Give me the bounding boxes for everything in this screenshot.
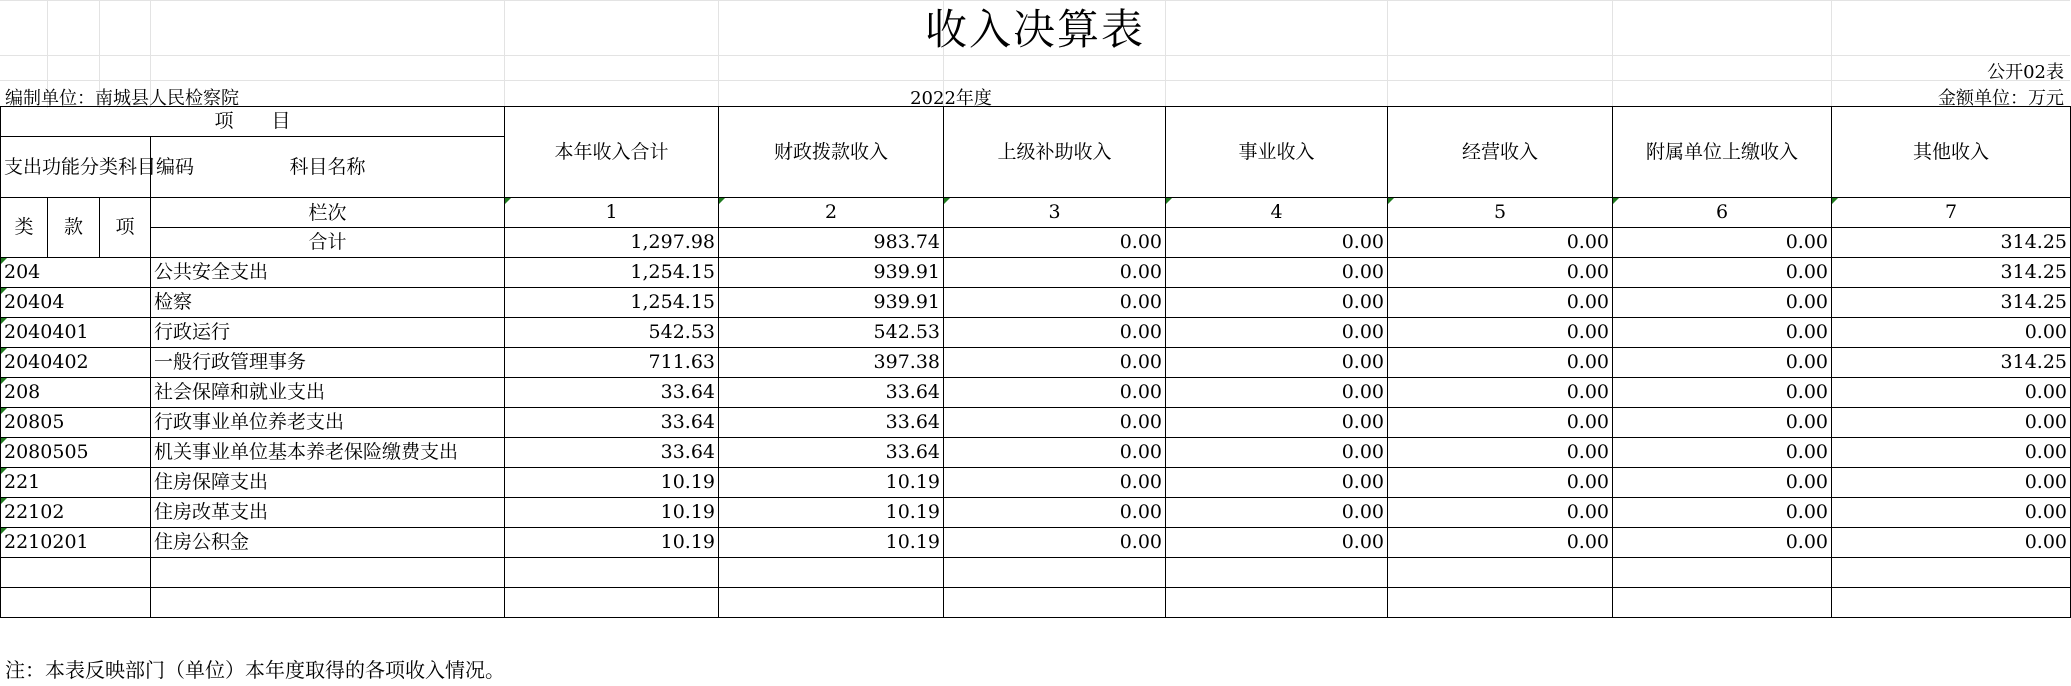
row-value-2: 939.91 (719, 288, 944, 318)
blank-cell (1832, 558, 2071, 588)
blank-cell (719, 558, 944, 588)
row-value-2: 10.19 (719, 468, 944, 498)
row-code: 20805 (1, 408, 151, 438)
row-value-7: 0.00 (1832, 498, 2071, 528)
total-value-1: 1,297.98 (505, 228, 719, 258)
table-row (1, 288, 2071, 318)
row-value-2: 542.53 (719, 318, 944, 348)
row-name: 住房公积金 (151, 528, 505, 558)
row-value-5: 0.00 (1388, 348, 1613, 378)
row-value-2: 10.19 (719, 528, 944, 558)
row-value-1: 1,254.15 (505, 258, 719, 288)
row-value-6: 0.00 (1613, 318, 1832, 348)
blank-cell (1166, 558, 1388, 588)
row-value-7: 314.25 (1832, 348, 2071, 378)
header-code-label: 支出功能分类科目编码 (1, 137, 151, 198)
header-col-2: 财政拨款收入 (719, 107, 944, 198)
col-number-3: 3 (944, 198, 1166, 228)
row-code: 204 (1, 258, 151, 288)
row-value-3: 0.00 (944, 438, 1166, 468)
col-number-7: 7 (1832, 198, 2071, 228)
table-row (1, 378, 2071, 408)
total-value-7: 314.25 (1832, 228, 2071, 258)
row-value-4: 0.00 (1166, 528, 1388, 558)
row-value-7: 0.00 (1832, 468, 2071, 498)
blank-cell (505, 558, 719, 588)
header-row-1 (1, 107, 2071, 137)
row-value-1: 33.64 (505, 378, 719, 408)
row-value-6: 0.00 (1613, 258, 1832, 288)
header-col-1: 本年收入合计 (505, 107, 719, 198)
row-value-4: 0.00 (1166, 258, 1388, 288)
row-name: 住房保障支出 (151, 468, 505, 498)
header-kuan: 款 (48, 198, 100, 258)
row-value-6: 0.00 (1613, 348, 1832, 378)
table-row (1, 528, 2071, 558)
row-value-7: 0.00 (1832, 438, 2071, 468)
row-code: 2080505 (1, 438, 151, 468)
compiling-unit: 编制单位：南城县人民检察院 (5, 88, 239, 109)
row-value-4: 0.00 (1166, 378, 1388, 408)
row-name: 一般行政管理事务 (151, 348, 505, 378)
blank-row (1, 588, 2071, 618)
row-name: 住房改革支出 (151, 498, 505, 528)
col-number-6: 6 (1613, 198, 1832, 228)
row-value-7: 0.00 (1832, 528, 2071, 558)
total-row (1, 228, 2071, 258)
row-value-4: 0.00 (1166, 468, 1388, 498)
row-value-2: 33.64 (719, 408, 944, 438)
total-label: 合计 (151, 228, 505, 258)
blank-cell (1, 558, 151, 588)
blank-cell (1388, 558, 1613, 588)
total-value-6: 0.00 (1613, 228, 1832, 258)
row-value-7: 314.25 (1832, 258, 2071, 288)
row-value-6: 0.00 (1613, 438, 1832, 468)
row-value-6: 0.00 (1613, 288, 1832, 318)
blank-cell (944, 558, 1166, 588)
blank-cell (1166, 588, 1388, 618)
blank-cell (1832, 588, 2071, 618)
row-value-1: 1,254.15 (505, 288, 719, 318)
total-value-4: 0.00 (1166, 228, 1388, 258)
row-value-2: 397.38 (719, 348, 944, 378)
header-lei: 类 (1, 198, 48, 258)
blank-cell (1, 588, 151, 618)
row-value-1: 33.64 (505, 408, 719, 438)
row-value-7: 0.00 (1832, 408, 2071, 438)
report-year: 2022年度 (910, 88, 992, 109)
row-value-3: 0.00 (944, 378, 1166, 408)
table-row (1, 408, 2071, 438)
row-code: 2210201 (1, 528, 151, 558)
blank-cell (1613, 588, 1832, 618)
row-name: 检察 (151, 288, 505, 318)
blank-cell (1388, 588, 1613, 618)
header-col-7: 其他收入 (1832, 107, 2071, 198)
row-value-7: 0.00 (1832, 378, 2071, 408)
row-value-7: 0.00 (1832, 318, 2071, 348)
row-value-5: 0.00 (1388, 318, 1613, 348)
row-code: 20404 (1, 288, 151, 318)
form-number: 公开02表 (1987, 62, 2064, 83)
row-name: 行政运行 (151, 318, 505, 348)
row-value-3: 0.00 (944, 348, 1166, 378)
row-value-7: 314.25 (1832, 288, 2071, 318)
table-note: 注：本表反映部门（单位）本年度取得的各项收入情况。 (5, 658, 505, 682)
row-value-1: 10.19 (505, 498, 719, 528)
row-value-6: 0.00 (1613, 408, 1832, 438)
header-name-label: 科目名称 (151, 137, 505, 198)
table-row (1, 258, 2071, 288)
header-xiangmu: 项 目 (1, 107, 505, 137)
row-value-2: 33.64 (719, 438, 944, 468)
row-value-3: 0.00 (944, 408, 1166, 438)
row-value-6: 0.00 (1613, 468, 1832, 498)
row-value-4: 0.00 (1166, 288, 1388, 318)
blank-cell (505, 588, 719, 618)
table-row (1, 438, 2071, 468)
row-value-3: 0.00 (944, 288, 1166, 318)
row-value-3: 0.00 (944, 498, 1166, 528)
total-value-3: 0.00 (944, 228, 1166, 258)
row-value-5: 0.00 (1388, 258, 1613, 288)
table-row (1, 348, 2071, 378)
row-value-5: 0.00 (1388, 528, 1613, 558)
col-number-1: 1 (505, 198, 719, 228)
blank-cell (151, 588, 505, 618)
table-row (1, 498, 2071, 528)
row-code: 221 (1, 468, 151, 498)
row-value-5: 0.00 (1388, 438, 1613, 468)
row-value-4: 0.00 (1166, 348, 1388, 378)
row-value-5: 0.00 (1388, 498, 1613, 528)
row-value-4: 0.00 (1166, 438, 1388, 468)
row-value-1: 711.63 (505, 348, 719, 378)
col-number-5: 5 (1388, 198, 1613, 228)
blank-cell (719, 588, 944, 618)
table-row (1, 318, 2071, 348)
header-col-6: 附属单位上缴收入 (1613, 107, 1832, 198)
row-name: 社会保障和就业支出 (151, 378, 505, 408)
row-value-6: 0.00 (1613, 528, 1832, 558)
header-row-4 (1, 198, 2071, 228)
row-value-4: 0.00 (1166, 408, 1388, 438)
header-col-3: 上级补助收入 (944, 107, 1166, 198)
row-code: 2040401 (1, 318, 151, 348)
row-value-2: 939.91 (719, 258, 944, 288)
row-value-2: 10.19 (719, 498, 944, 528)
row-value-1: 542.53 (505, 318, 719, 348)
header-col-5: 经营收入 (1388, 107, 1613, 198)
row-value-6: 0.00 (1613, 378, 1832, 408)
row-value-4: 0.00 (1166, 498, 1388, 528)
total-value-5: 0.00 (1388, 228, 1613, 258)
row-name: 行政事业单位养老支出 (151, 408, 505, 438)
row-value-4: 0.00 (1166, 318, 1388, 348)
row-value-3: 0.00 (944, 258, 1166, 288)
income-table (0, 106, 2071, 618)
blank-cell (1613, 558, 1832, 588)
row-value-5: 0.00 (1388, 408, 1613, 438)
report-title: 收入决算表 (924, 5, 1145, 54)
blank-cell (151, 558, 505, 588)
blank-cell (944, 588, 1166, 618)
row-value-5: 0.00 (1388, 288, 1613, 318)
row-value-2: 33.64 (719, 378, 944, 408)
row-code: 2040402 (1, 348, 151, 378)
header-col-4: 事业收入 (1166, 107, 1388, 198)
amount-unit: 金额单位：万元 (1938, 88, 2064, 109)
row-name: 公共安全支出 (151, 258, 505, 288)
row-value-5: 0.00 (1388, 378, 1613, 408)
row-code: 22102 (1, 498, 151, 528)
col-number-4: 4 (1166, 198, 1388, 228)
row-value-3: 0.00 (944, 318, 1166, 348)
row-value-1: 10.19 (505, 528, 719, 558)
row-value-3: 0.00 (944, 468, 1166, 498)
header-lanci: 栏次 (151, 198, 505, 228)
row-name: 机关事业单位基本养老保险缴费支出 (151, 438, 505, 468)
row-value-6: 0.00 (1613, 498, 1832, 528)
total-value-2: 983.74 (719, 228, 944, 258)
col-number-2: 2 (719, 198, 944, 228)
row-value-1: 10.19 (505, 468, 719, 498)
table-row (1, 468, 2071, 498)
row-value-1: 33.64 (505, 438, 719, 468)
row-code: 208 (1, 378, 151, 408)
header-xiang: 项 (100, 198, 151, 258)
row-value-3: 0.00 (944, 528, 1166, 558)
blank-row (1, 558, 2071, 588)
row-value-5: 0.00 (1388, 468, 1613, 498)
